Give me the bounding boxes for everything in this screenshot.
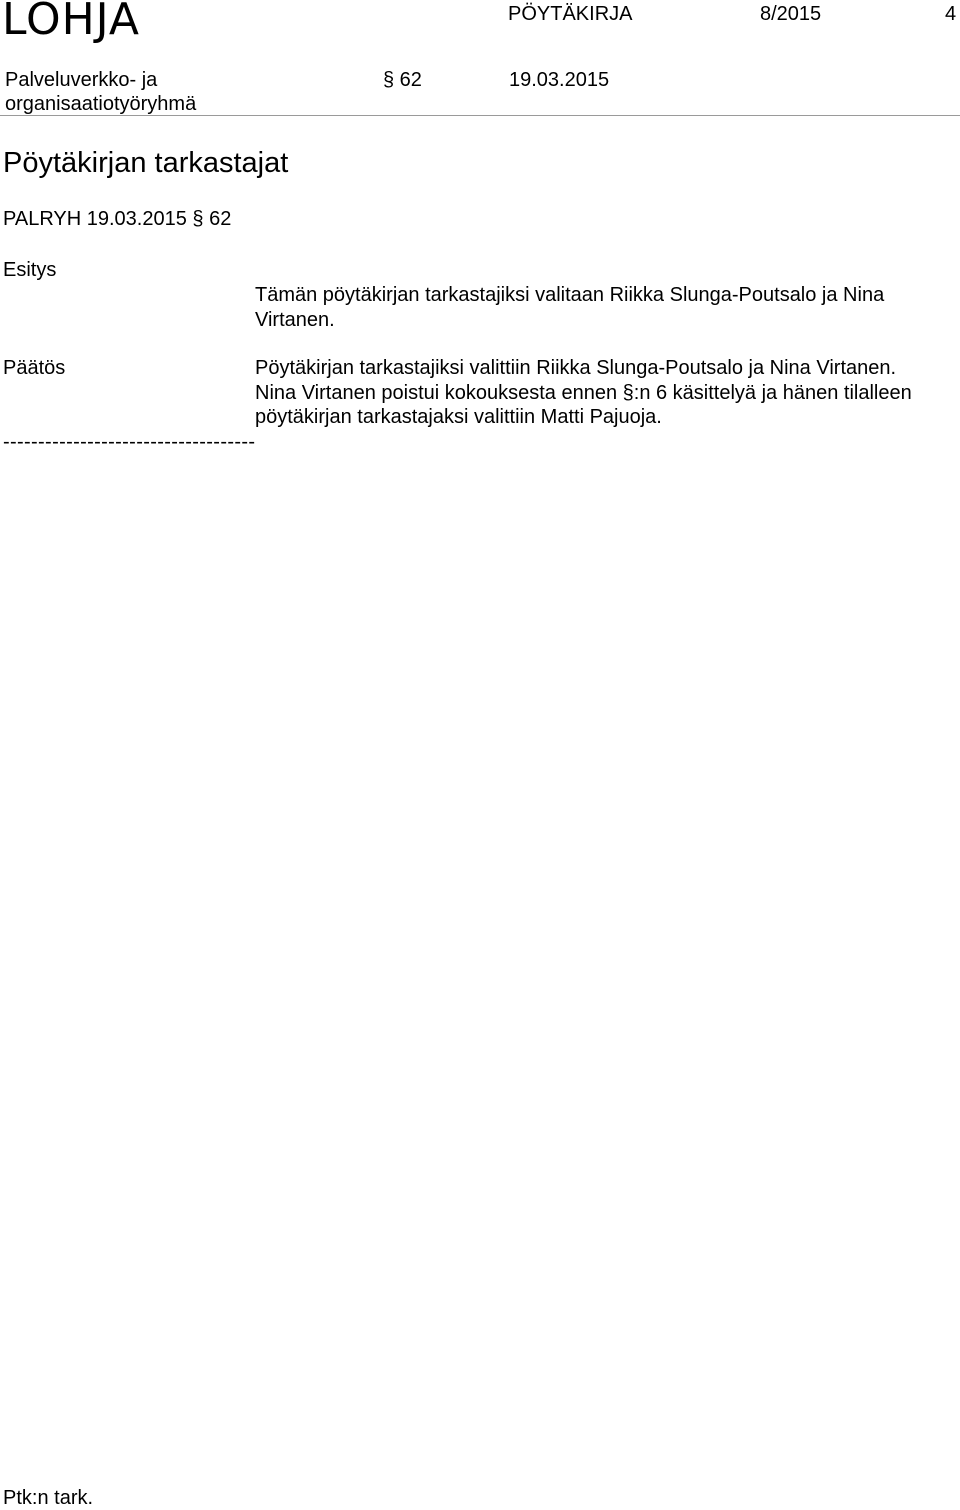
esitys-text: Tämän pöytäkirjan tarkastajiksi valitaan Riikka Slunga-Poutsalo ja Nina Virtanen. — [255, 284, 885, 331]
paatos-text-line1: Pöytäkirjan tarkastajiksi valittiin Riikka Slunga-Poutsalo ja Nina Virtanen. — [255, 357, 897, 379]
meeting-date: 19.03.2015 — [509, 69, 610, 91]
section-reference: § 62 — [383, 69, 422, 91]
paatos-text-line2: Nina Virtanen poistui kokouksesta ennen §:n 6 käsittelyä ja hänen tilalleen pöytäkirjan tarkastajaksi valittiin Matti Pajuoja. — [255, 381, 912, 428]
paatos-label: Päätös — [3, 357, 66, 379]
minutes-checkers-label: Ptk:n tark. — [3, 1487, 94, 1509]
header-divider — [0, 115, 960, 116]
organization-name-line1: Palveluverkko- ja — [5, 69, 158, 91]
page-number: 4 — [945, 3, 957, 25]
paatos-text — [255, 356, 960, 430]
lohja-logo: LOHJA — [2, 0, 140, 45]
document-type: PÖYTÄKIRJA — [508, 3, 633, 25]
organization-name-line2: organisaatiotyöryhmä — [5, 93, 197, 115]
document-number: 8/2015 — [760, 3, 822, 25]
page-title: Pöytäkirjan tarkastajat — [3, 147, 289, 179]
reference-line: PALRYH 19.03.2015 § 62 — [3, 208, 232, 230]
esitys-label: Esitys — [3, 259, 57, 281]
separator-line: ------------------------------------ — [3, 431, 256, 453]
organization-name — [5, 68, 196, 116]
